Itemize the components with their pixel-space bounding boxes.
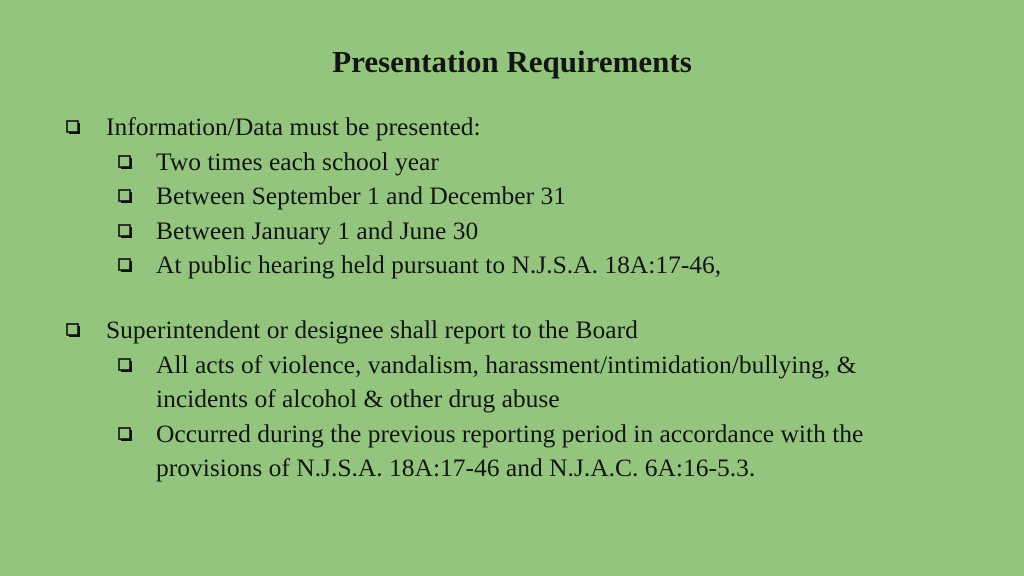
sub-bullet-text: Two times each school year [156,146,439,176]
sub-bullet-text: Occurred during the previous reporting period in accordance with the [156,418,864,448]
sub-bullet-text: Between September 1 and December 31 [156,181,566,210]
sub-bullet-text: At public hearing held pursuant to N.J.S.A. 18A:17-46, [156,250,722,279]
sub-bullet-item [0,417,1024,452]
checkbox-bullet-icon [66,323,81,338]
checkbox-bullet-icon [118,189,133,204]
section-presentation-timing [0,110,1024,283]
sub-bullet-text: Between January 1 and June 30 [156,215,479,245]
sub-bullet-item [0,348,1024,383]
section-heading: Information/Data must be presented: [106,112,481,141]
sub-bullet-item [0,145,1024,180]
checkbox-bullet-icon [118,358,133,373]
checkbox-bullet-icon [118,258,133,273]
sub-bullet-continuation: incidents of alcohol & other drug abuse [156,384,560,413]
section-board-report [0,313,1024,486]
checkbox-bullet-icon [118,224,133,239]
section-heading: Superintendent or designee shall report to the Board [106,315,638,344]
sub-bullet-text: All acts of violence, vandalism, harassment/intimidation/bullying, & [156,349,857,379]
sub-bullet-item [0,179,1024,214]
checkbox-bullet-icon [66,120,81,135]
sub-bullet-continuation: provisions of N.J.S.A. 18A:17-46 and N.J.A.C. 6A:16-5.3. [156,453,756,482]
sub-bullet-item [0,214,1024,249]
sub-bullet-item [0,248,1024,283]
checkbox-bullet-icon [118,427,133,442]
slide-title: Presentation Requirements [332,44,692,79]
checkbox-bullet-icon [118,155,133,170]
bullet-item [0,313,1024,348]
bullet-item [0,110,1024,145]
